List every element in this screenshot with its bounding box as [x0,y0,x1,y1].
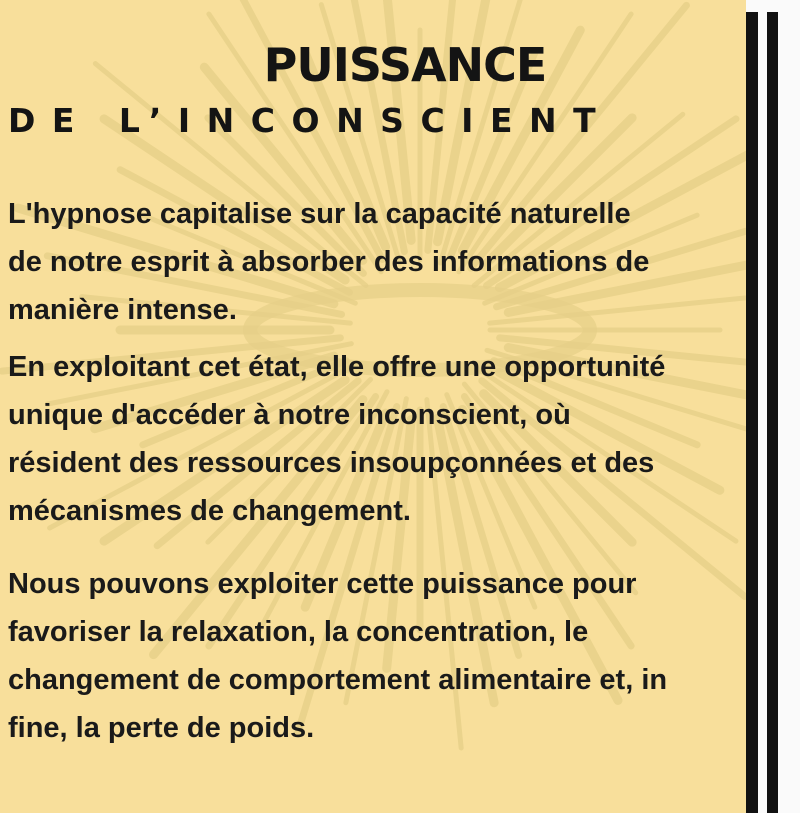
paragraph-line: de notre esprit à absorber des informations de [8,246,650,278]
paragraph-line: manière intense. [8,294,237,326]
paragraph-line: En exploitant cet état, elle offre une opportunité [8,351,666,383]
paragraph-line: L'hypnose capitalise sur la capacité naturelle [8,198,631,230]
paragraph-3 [8,560,667,752]
paragraph-line: unique d'accéder à notre inconscient, où [8,399,571,431]
paragraph-line: mécanismes de changement. [8,495,411,527]
paragraph-1 [8,190,649,334]
paragraph-line: favoriser la relaxation, la concentration, le [8,616,589,648]
paragraph-line: résident des ressources insoupçonnées et des [8,447,655,479]
paragraph-line: fine, la perte de poids. [8,712,315,744]
paragraph-line: Nous pouvons exploiter cette puissance pour [8,568,637,600]
paragraph-line: changement de comportement alimentaire et, in [8,664,668,696]
border-stripe-right [767,12,778,813]
title-subtitle: DE L’INCONSCIENT [8,101,613,140]
border-stripe-left [746,12,758,813]
paragraph-2 [8,343,665,535]
title-main: PUISSANCE [263,38,547,92]
